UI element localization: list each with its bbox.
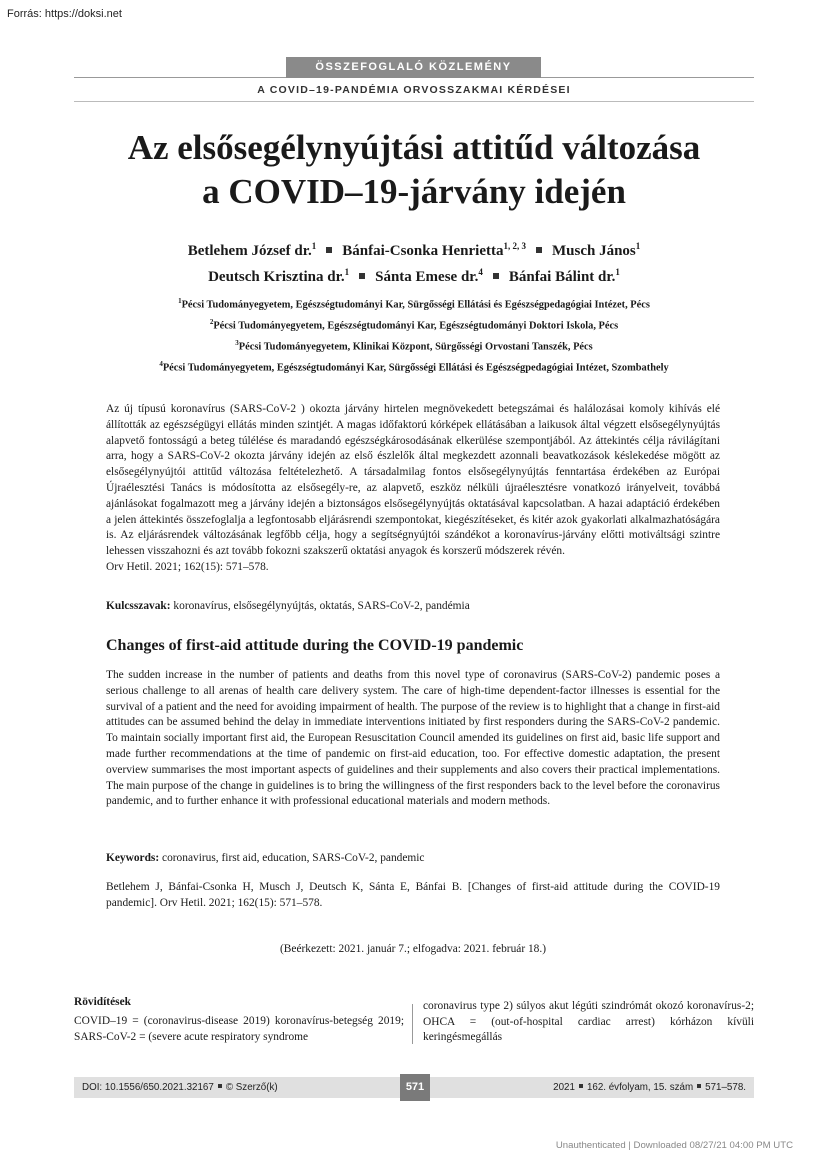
affiliation-number: 2 — [209, 317, 214, 326]
issue-year: 2021 — [553, 1082, 575, 1093]
citation-english: Betlehem J, Bánfai-Csonka H, Musch J, Deutsch K, Sánta E, Bánfai B. [Changes of first-aid attitude during the COVID-19 pandemic]. Orv Hetil. 2021; 162(15): 571–578. — [106, 881, 720, 909]
footer-doi — [82, 1077, 278, 1098]
affiliation-item — [74, 356, 754, 377]
author-name: Sánta Emese dr. — [375, 269, 479, 285]
author-affiliation: 1 — [635, 241, 641, 251]
title-line-1: Az elsősegélynyújtási attitűd változása — [127, 128, 701, 167]
affiliation-number: 4 — [159, 359, 163, 368]
affiliation-list — [74, 293, 754, 377]
issue-volume: 162. évfolyam, 15. szám — [586, 1082, 694, 1093]
keywords-hu-text: koronavírus, elsősegélynyújtás, oktatás, SARS-CoV-2, pandémia — [173, 600, 470, 612]
separator-square — [697, 1084, 701, 1088]
download-note: Unauthenticated | Downloaded 08/27/21 04:00 PM UTC — [555, 1140, 793, 1151]
author-affiliation: 1 — [615, 267, 620, 277]
affiliation-text: Pécsi Tudományegyetem, Klinikai Központ, Sürgősségi Orvostani Tanszék, Pécs — [238, 341, 593, 353]
affiliation-number: 3 — [235, 338, 239, 347]
abstract-english: The sudden increase in the number of patients and deaths from this novel type of coronavirus (SARS-CoV-2) pandemic poses a serious challenge to all arenas of health care delivery system. The care of high-time dependent-factor illnesses is essential for the survival of a patient and the need for avoiding impairment of health. The purpose of the review is to highlight that a change in first-aid attitudes can be assumed behind the delay in immediate interventions initiated by first responders during the SARS-CoV-2 pandemic. To maintain socially important first aid, the European Resuscitation Council amended its guidelines on first aid, basic life support and made further recommendations at the time of pandemic on first-aid education, too. For effective domestic adaptation, the present overview summarises the most important aspects of guidelines and their supplements and also covers their practical implementations. The main purpose of the change in guidelines is to bring the willingness of the first responders back to the level before the coronavirus pandemic, and to further enhance it with professional educational materials and modern methods. — [106, 669, 720, 808]
separator-square — [326, 247, 332, 253]
column-divider — [412, 1004, 413, 1044]
author-line-1 — [74, 236, 754, 262]
separator-square — [493, 273, 499, 279]
received-dates: (Beérkezett: 2021. január 7.; elfogadva: 2021. február 18.) — [280, 943, 546, 955]
title-line-2: a COVID–19-járvány idején — [202, 172, 626, 211]
abbreviations-column-2: coronavirus type 2) súlyos akut légúti szindrómát okozó koronavírus-2; OHCA = (out-of-hospital cardiac arrest) kórházon kívüli keringésmegállás — [423, 1000, 754, 1043]
issue-pages: 571–578. — [705, 1082, 746, 1093]
affiliation-text: Pécsi Tudományegyetem, Egészségtudományi Kar, Egészségtudományi Doktori Iskola, Pécs — [213, 320, 619, 332]
affiliation-item — [74, 335, 754, 356]
affiliation-number: 1 — [178, 297, 182, 305]
abstract-hu-text: Az új típusú koronavírus (SARS-CoV-2 ) okozta járvány hirtelen megnövekedett betegszámai és halálozásai komoly kihívás elé állították az egészségügyi ellátás minden szintjét. A magas időfaktorú kórképek ellátásában a laikusok által végzett elsősegélynyújtás alapvető fontosságú a beteg túlélése és maradandó egészségkárosodásának elkerülése szempontjából. Az áttekintés célja rávilágítani arra, hogy a SARS-CoV-2 okozta járvány idején az első észlelők által megkezdett azonnali beavatkozások késlekedése mögött az elsősegélynyújtói attitűd változása feltételezhető. A társadalmilag fontos elsősegélynyújtás fenntartása érdekében az Európai Újraélesztési Tanács is módosította az elsősegély-re, az alapvető, eszköz nélküli újraélesztésre vonatkozó irányelveit, továbbá ajánlásokat fogalmazott meg a járvány idején a biztonságos elsősegélynyújtás oktatásával kapcsolatban. A hazai adaptáció érdekében a jelen áttekintés összefoglalja a legfontosabb eljárásrendi szempontokat, kiegészítéseket, és kitér azok gyakorlati alkalmazhatóságára is. Az eljárásrendek változásának legfőbb célja, hogy a segítségnyújtói szándékot a koronavírus-járvány előtti motiváltsági szintre lehessen visszahozni és azt tovább fokozni szakszerű oktatási anyagok és korszerű módszerek révén. — [106, 403, 720, 558]
article-title — [74, 126, 754, 214]
author-name: Musch János — [551, 243, 636, 259]
author-name: Bánfai Bálint dr. — [508, 269, 616, 285]
source-label: Forrás: https://doksi.net — [7, 8, 122, 20]
abbreviations-heading: Rövidítések — [74, 996, 131, 1008]
citation-hu: Orv Hetil. 2021; 162(15): 571–578. — [106, 560, 269, 573]
section-label: ÖSSZEFOGLALÓ KÖZLEMÉNY — [286, 57, 541, 78]
subsection-label: A COVID–19-PANDÉMIA ORVOSSZAKMAI KÉRDÉSEI — [257, 84, 571, 96]
affiliation-item — [74, 293, 754, 314]
footer-issue — [553, 1077, 746, 1098]
author-list — [74, 236, 754, 288]
keywords-en-label: Keywords: — [106, 852, 160, 864]
copyright-text: © Szerző(k) — [225, 1082, 278, 1093]
english-title: Changes of first-aid attitude during the COVID-19 pandemic — [106, 637, 524, 654]
keywords-en-text: coronavirus, first aid, education, SARS-CoV-2, pandemic — [162, 852, 425, 864]
separator-square — [536, 247, 542, 253]
author-name: Deutsch Krisztina dr. — [208, 269, 345, 285]
keywords-hu-label: Kulcsszavak: — [106, 600, 171, 612]
separator-square — [579, 1084, 583, 1088]
affiliation-text: Pécsi Tudományegyetem, Egészségtudományi Kar, Sürgősségi Ellátási és Egészségpedagógiai Intézet, Szombathely — [162, 362, 669, 374]
affiliation-text: Pécsi Tudományegyetem, Egészségtudományi Kar, Sürgősségi Ellátási és Egészségpedagógiai Intézet, Pécs — [181, 299, 650, 311]
separator-square — [218, 1084, 222, 1088]
page-number: 571 — [400, 1074, 430, 1101]
author-affiliation: 1, 2, 3 — [503, 241, 526, 251]
subsection-rule — [74, 101, 754, 102]
page-footer — [74, 1077, 754, 1098]
doi-link[interactable]: DOI: 10.1556/650.2021.32167 — [82, 1082, 214, 1093]
author-affiliation: 1 — [344, 267, 350, 277]
keywords-hungarian — [106, 599, 720, 615]
author-line-2 — [74, 262, 754, 288]
author-affiliation: 1 — [311, 241, 317, 251]
affiliation-item — [74, 314, 754, 335]
author-name: Betlehem József dr. — [187, 243, 312, 259]
keywords-english — [106, 851, 720, 867]
author-affiliation: 4 — [478, 267, 483, 277]
author-name: Bánfai-Csonka Henrietta — [342, 243, 504, 259]
separator-square — [359, 273, 365, 279]
abbreviations-column-1: COVID–19 = (coronavirus-disease 2019) koronavírus-betegség 2019; SARS-CoV-2 = (severe acute respiratory syndrome — [74, 1015, 404, 1043]
abstract-hungarian — [106, 402, 720, 576]
